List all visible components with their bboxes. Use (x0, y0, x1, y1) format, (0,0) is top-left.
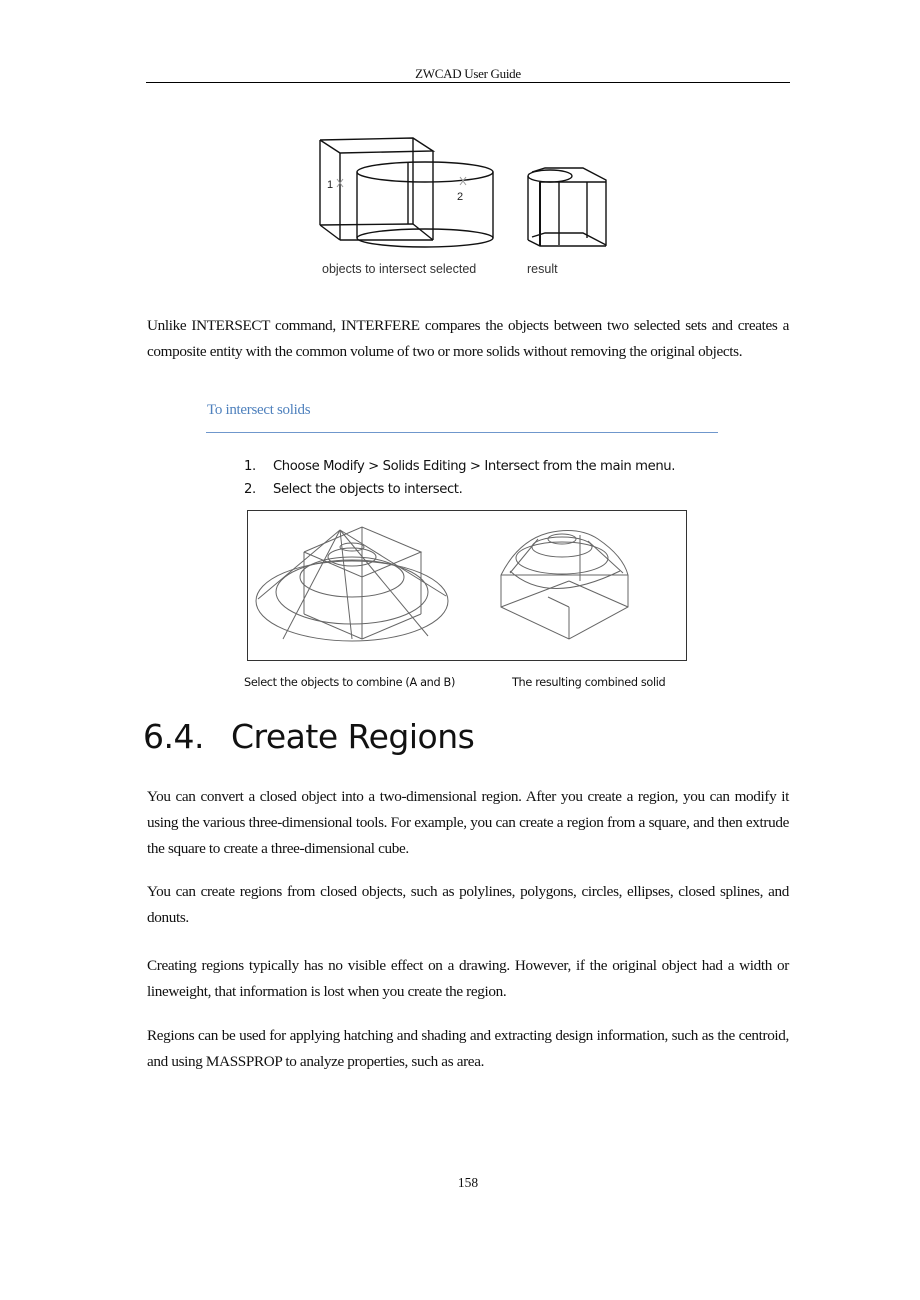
section-paragraph: Creating regions typically has no visible effect on a drawing. However, if the original object had a width or lineweight, that information is lost when you create the region. (147, 957, 789, 1000)
section-number: 6.4. (143, 717, 204, 756)
header-divider (146, 82, 790, 83)
procedure-step (244, 478, 675, 501)
procedure-steps (244, 455, 675, 501)
intersect-diagram-illustration (300, 120, 630, 290)
procedure-step (244, 455, 675, 478)
figure-caption-right: result (527, 262, 558, 276)
page-number: 158 (457, 1175, 479, 1190)
section-paragraph: You can create regions from closed objects, such as polylines, polygons, circles, ellipses, closed splines, and donuts. (147, 883, 789, 926)
figure-caption-left: objects to intersect selected (322, 262, 477, 276)
combine-figure (247, 510, 687, 661)
step-number: 2. (244, 482, 256, 497)
marker-label-1: 1 (327, 179, 334, 191)
combine-caption-left: Select the objects to combine (A and B) (244, 676, 456, 689)
step-text: Choose Modify > Solids Editing > Intersect from the main menu. (273, 459, 676, 474)
step-text: Select the objects to intersect. (273, 482, 463, 497)
combine-caption-right: The resulting combined solid (512, 676, 666, 689)
intersect-figure (300, 120, 630, 290)
running-header: ZWCAD User Guide (415, 66, 521, 81)
section-title: Create Regions (231, 717, 475, 756)
section-paragraph: Regions can be used for applying hatching and shading and extracting design information, such as the centroid, and using MASSPROP to analyze properties, such as area. (147, 1027, 789, 1070)
interfere-paragraph: Unlike INTERSECT command, INTERFERE compares the objects between two selected sets and creates a composite entity with the common volume of two or more solids without removing the original objects. (147, 317, 789, 360)
combine-diagram-illustration (248, 511, 685, 659)
marker-label-2: 2 (457, 191, 464, 203)
section-paragraph: You can convert a closed object into a two-dimensional region. After you create a region, you can modify it using the various three-dimensional tools. For example, you can create a region from a square, and then extrude the square to create a three-dimensional cube. (147, 788, 789, 857)
procedure-heading-underline (206, 432, 718, 433)
step-number: 1. (244, 459, 256, 474)
procedure-heading: To intersect solids (207, 402, 311, 418)
section-heading (143, 717, 474, 756)
